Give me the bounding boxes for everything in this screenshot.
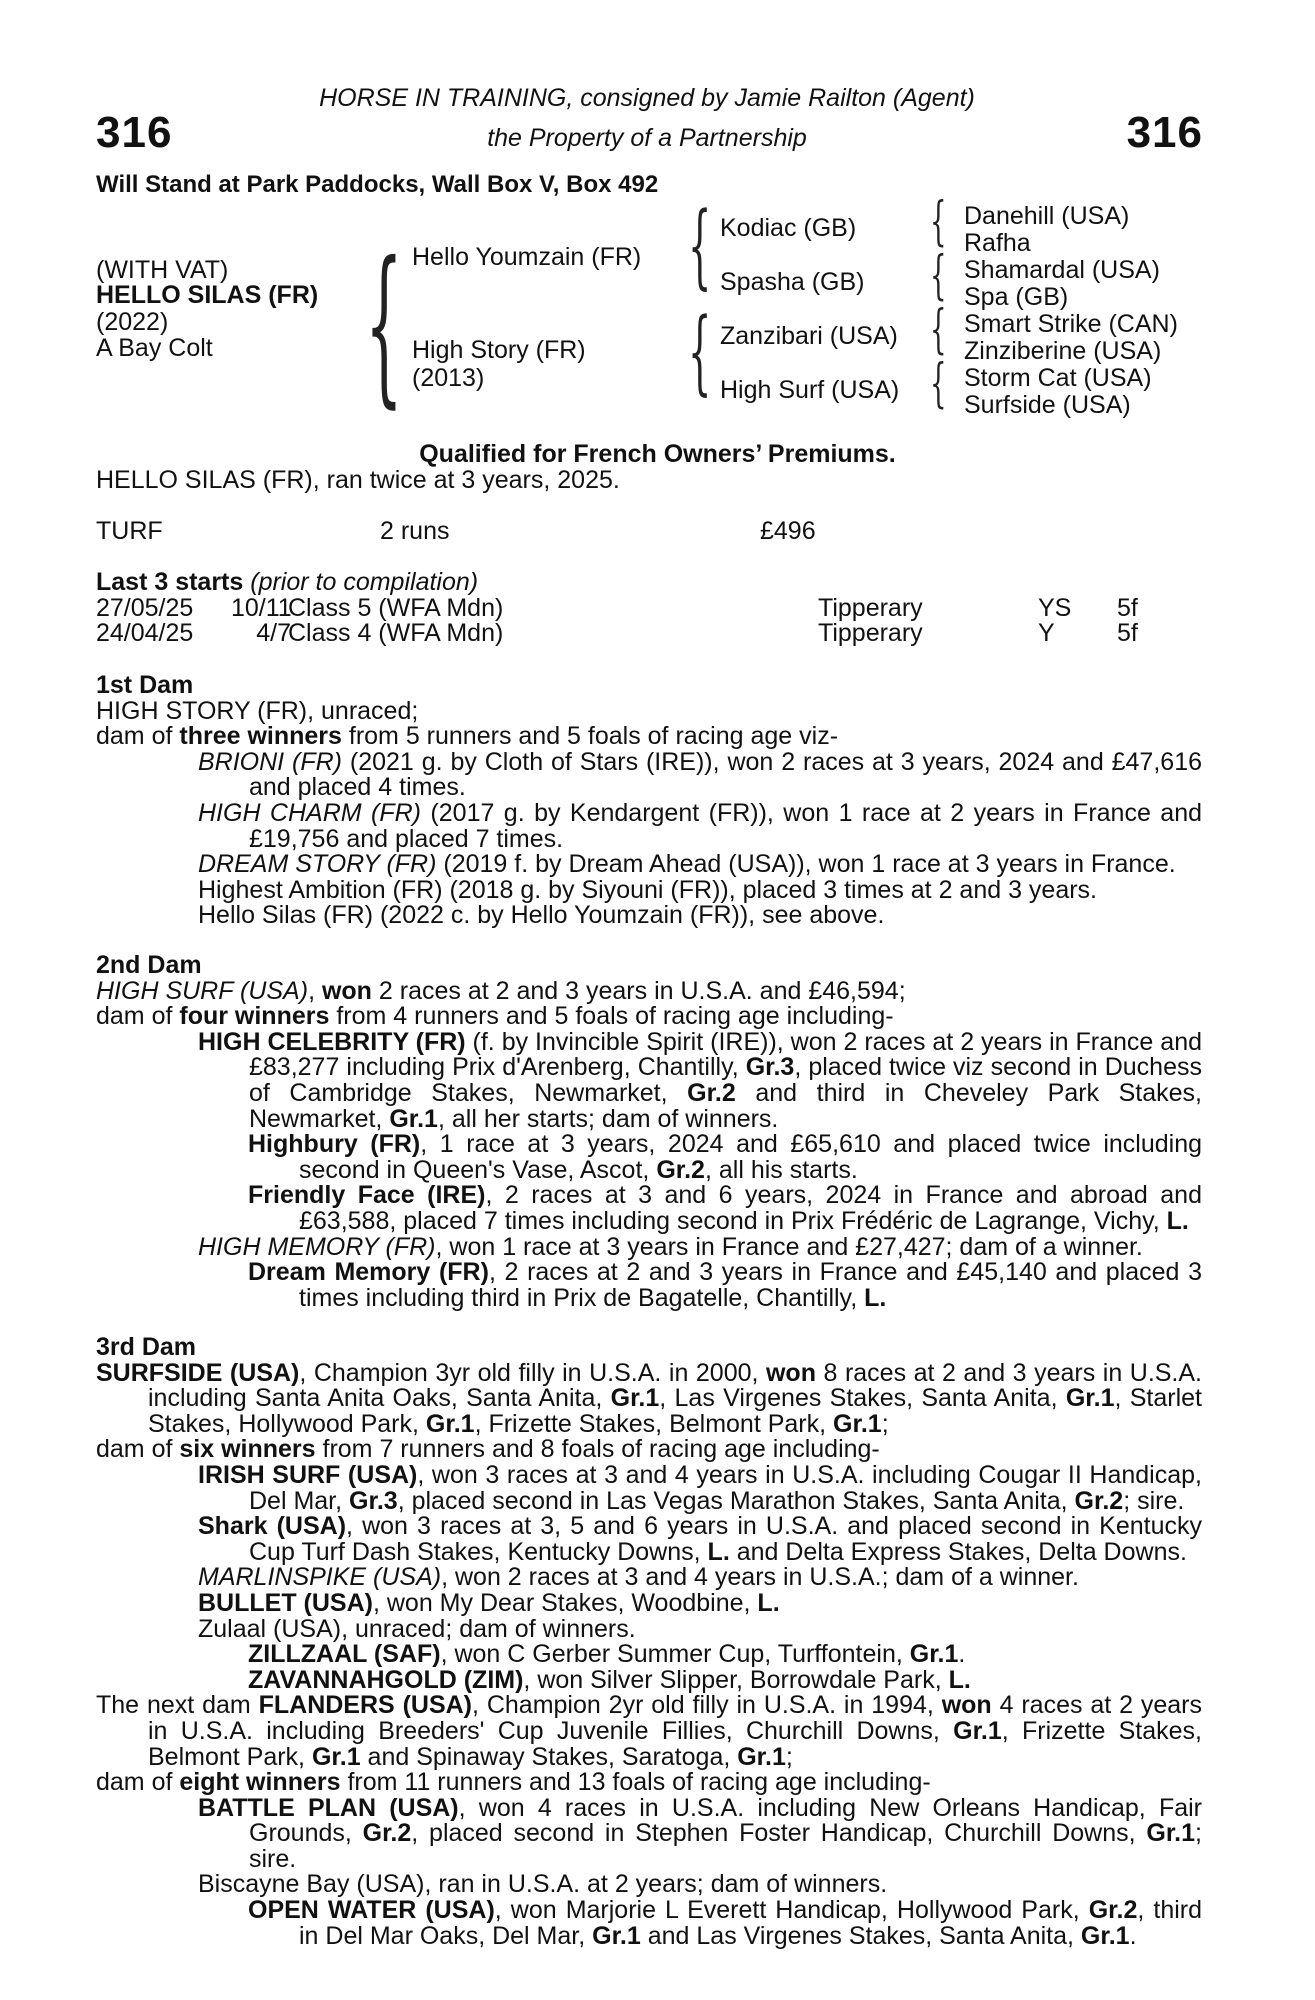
text-run: L. — [1166, 1206, 1189, 1235]
text-run: Gr.1 — [610, 1384, 660, 1413]
text-run: won — [941, 1691, 992, 1720]
text-run: IRISH SURF (USA) — [198, 1460, 418, 1489]
last-starts-title: Last 3 starts — [96, 568, 244, 596]
text-run: , Frizette Stakes, Belmont Park, — [148, 1716, 1203, 1771]
pedigree-dam: High Story (FR) — [412, 336, 586, 364]
grand-progeny-entry — [96, 1588, 1202, 1617]
text-run: dam of — [96, 722, 180, 751]
progeny-entry — [96, 1565, 1202, 1591]
start-race: Class 5 (WFA Mdn) — [288, 594, 504, 622]
start-course: Tipperary — [818, 594, 923, 622]
text-run: , Champion 3yr old filly in U.S.A. in 2000, — [299, 1358, 766, 1387]
text-run: , 1 race at 3 years, 2024 and £65,610 and placed twice including second in Queen's Vase, Ascot, — [299, 1130, 1203, 1184]
third-dam-line — [96, 1358, 1203, 1438]
text-run: Gr.2 — [1088, 1896, 1138, 1925]
grand-progeny-entry — [96, 1132, 1202, 1183]
pedigree-dam-year: (2013) — [412, 364, 485, 392]
pedigree-gen3-3: Shamardal (USA) — [964, 256, 1160, 284]
text-run: Gr.1 — [311, 1742, 361, 1771]
racing-summary: HELLO SILAS (FR), ran twice at 3 years, 2025. — [96, 466, 620, 494]
text-run: and third in Cheveley Park Stakes, Newmarket, — [249, 1078, 1202, 1133]
third-dam-section — [96, 1335, 1202, 1949]
progeny-entry: Biscayne Bay (USA), ran in U.S.A. at 2 years; dam of winners. — [198, 1870, 888, 1899]
first-dam-section — [96, 673, 1202, 929]
text-run: SURFSIDE (USA) — [96, 1358, 300, 1387]
pedigree-sire: Hello Youmzain (FR) — [412, 243, 642, 271]
third-dam-heading: 3rd Dam — [96, 1333, 197, 1361]
third-dam-produce-line — [96, 1437, 1202, 1463]
text-run: L. — [948, 1665, 971, 1694]
text-run: , won Silver Slipper, Borrowdale Park, — [523, 1665, 949, 1694]
text-run: , Starlet Stakes, Hollywood Park, — [148, 1384, 1203, 1438]
text-run: Friendly Face (IRE) — [248, 1181, 486, 1210]
progeny-entry — [96, 798, 1202, 853]
text-run: Gr.1 — [425, 1409, 475, 1438]
progeny-entry — [96, 1027, 1202, 1133]
text-run: from 5 runners and 5 foals of racing age viz- — [341, 722, 839, 751]
pedigree-gen3-5: Smart Strike (CAN) — [964, 310, 1178, 338]
text-run: Gr.1 — [389, 1104, 438, 1133]
second-dam-line — [96, 976, 1202, 1005]
start-going: Y — [1038, 619, 1055, 647]
vat-note: (WITH VAT) — [96, 256, 229, 284]
text-run: Gr.1 — [833, 1409, 882, 1438]
grand-progeny-entry — [96, 1260, 1202, 1311]
start-distance: 5f — [1117, 619, 1138, 647]
text-run: , won 2 races at 3 and 4 years in U.S.A.; dam of a winner. — [441, 1563, 1079, 1592]
text-run: BULLET (USA) — [198, 1588, 373, 1617]
property-line: the Property of a Partnership — [487, 124, 807, 152]
text-run: (2017 g. by Kendargent (FR)), won 1 race at 2 years in France and £19,756 and placed 7 times. — [249, 798, 1202, 853]
text-run: ; — [881, 1409, 889, 1438]
grand-progeny-entry — [96, 1898, 1202, 1949]
last-starts-note: (prior to compilation) — [250, 568, 479, 596]
text-run: and Las Virgenes Stakes, Santa Anita, — [640, 1921, 1081, 1950]
text-run: three winners — [179, 722, 342, 751]
text-run: L. — [864, 1283, 887, 1312]
start-distance: 5f — [1117, 594, 1138, 622]
text-run: Gr.2 — [362, 1819, 412, 1848]
record-runs: 2 runs — [380, 517, 450, 545]
lot-number-left: 316 — [96, 108, 173, 157]
start-going: YS — [1038, 594, 1072, 622]
text-run: , 2 races at 3 and 6 years, 2024 in France and abroad and £63,588, placed 7 times including second in Prix Frédéric de Lagrange, Vichy, — [299, 1181, 1202, 1235]
progeny-entry — [96, 1514, 1202, 1565]
text-run: , Frizette Stakes, Belmont Park, — [474, 1409, 834, 1438]
text-run: , 2 races at 2 and 3 years in France and £45,140 and placed 3 times including third in Prix de Bagatelle, Chantilly, — [299, 1258, 1202, 1312]
horse-description: A Bay Colt — [96, 334, 213, 362]
text-run: , placed second in Las Vegas Marathon Stakes, Santa Anita, — [397, 1486, 1075, 1515]
text-run: four winners — [179, 1002, 330, 1031]
next-dam-line — [96, 1693, 1202, 1770]
text-run: FLANDERS (USA) — [258, 1691, 473, 1720]
consignor-line: HORSE IN TRAINING, consigned by Jamie Railton (Agent) — [319, 84, 975, 112]
text-run: 4 races at 2 years in U.S.A. including Breeders' Cup Juvenile Fillies, Churchill Downs, — [148, 1691, 1202, 1745]
text-run: from 4 runners and 5 foals of racing age including- — [329, 1002, 894, 1031]
record-earnings: £496 — [760, 517, 816, 545]
text-run: HIGH CELEBRITY (FR) — [198, 1027, 466, 1056]
text-run: MARLINSPIKE (USA) — [198, 1563, 442, 1592]
text-run: Gr.1 — [592, 1921, 641, 1950]
pedigree-gen3-1: Danehill (USA) — [964, 202, 1130, 230]
pedigree-sire-sire: Kodiac (GB) — [720, 214, 857, 242]
text-run: Gr.2 — [1074, 1486, 1124, 1515]
start-course: Tipperary — [818, 619, 923, 647]
pedigree-brace-3d: { — [930, 354, 947, 414]
pedigree-gen3-8: Surfside (USA) — [964, 391, 1131, 419]
text-run: , placed twice viz second in Duchess of Cambridge Stakes, Newmarket, — [249, 1053, 1202, 1107]
text-run: (2019 f. by Dream Ahead (USA)), won 1 race at 3 years in France. — [436, 850, 1176, 879]
pedigree-gen3-4: Spa (GB) — [964, 283, 1069, 311]
text-run: , won My Dear Stakes, Woodbine, — [372, 1588, 758, 1617]
text-run: BATTLE PLAN (USA) — [198, 1793, 459, 1822]
text-run: Gr.1 — [1080, 1921, 1130, 1950]
pedigree-brace-1: { — [365, 226, 403, 424]
last-starts-heading — [96, 570, 478, 596]
pedigree-gen3-2: Rafha — [964, 229, 1031, 257]
first-dam-produce-line — [96, 724, 1202, 750]
first-dam-line: HIGH STORY (FR), unraced; — [96, 696, 419, 725]
text-run: dam of — [96, 1768, 180, 1797]
text-run: and Delta Express Stakes, Delta Downs. — [729, 1537, 1187, 1566]
text-run: , won C Gerber Summer Cup, Turffontein, — [440, 1640, 910, 1669]
text-run: , all her starts; dam of winners. — [437, 1104, 779, 1133]
progeny-entry: Highest Ambition (FR) (2018 g. by Siyouni (FR)), placed 3 times at 2 and 3 years. — [198, 875, 1097, 904]
text-run: OPEN WATER (USA) — [248, 1896, 495, 1925]
text-run: , — [308, 976, 322, 1005]
progeny-entry — [96, 1232, 1202, 1261]
text-run: Gr.2 — [656, 1155, 705, 1184]
text-run: . — [958, 1640, 966, 1669]
text-run: , won Marjorie L Everett Handicap, Hollywood Park, — [494, 1896, 1089, 1925]
text-run: (2021 g. by Cloth of Stars (IRE)), won 2 races at 3 years, 2024 and £47,616 and placed 4 times. — [249, 747, 1202, 802]
qualified-note: Qualified for French Owners’ Premiums. — [419, 440, 896, 468]
pedigree-brace-3b: { — [930, 246, 947, 306]
second-dam-produce-line — [96, 1004, 1202, 1030]
text-run: . — [1129, 1921, 1137, 1950]
pedigree-gen3-6: Zinziberine (USA) — [964, 337, 1162, 365]
text-run: Gr.2 — [687, 1078, 736, 1107]
text-run: 2 races at 2 and 3 years in U.S.A. and £46,594; — [371, 976, 906, 1005]
text-run: six winners — [179, 1435, 316, 1464]
pedigree-brace-2a: { — [688, 192, 712, 299]
second-dam-heading: 2nd Dam — [96, 951, 202, 979]
text-run: Gr.3 — [349, 1486, 398, 1515]
text-run: (f. by Invincible Spirit (IRE)), won 2 races at 2 years in France and £83,277 including Prix d'Arenberg, Chantilly, — [249, 1027, 1202, 1082]
text-run: , won 3 races at 3 and 4 years in U.S.A. including Cougar II Handicap, Del Mar, — [249, 1460, 1202, 1515]
text-run: , won 1 race at 3 years in France and £27,427; dam of a winner. — [435, 1232, 1143, 1261]
next-dam-produce-line — [96, 1770, 1202, 1796]
text-run: ; sire. — [1123, 1486, 1185, 1515]
text-run: Gr.1 — [737, 1742, 786, 1771]
text-run: dam of — [96, 1002, 180, 1031]
lot-number-right: 316 — [1126, 108, 1203, 157]
text-run: ; sire. — [249, 1819, 1202, 1873]
text-run: ZAVANNAHGOLD (ZIM) — [248, 1665, 524, 1694]
text-run: The next dam — [96, 1691, 259, 1720]
start-row: 27/05/25 — [96, 594, 194, 622]
text-run: Dream Memory (FR) — [248, 1258, 489, 1287]
pedigree-brace-3a: { — [930, 192, 947, 252]
text-run: Gr.1 — [1146, 1819, 1196, 1848]
start-position: 10/11 — [231, 594, 292, 622]
text-run: from 11 runners and 13 foals of racing age including- — [340, 1768, 931, 1797]
pedigree-brace-2b: { — [688, 298, 712, 405]
progeny-entry — [96, 852, 1202, 878]
pedigree-dam-sire: Zanzibari (USA) — [720, 322, 898, 350]
pedigree-gen3-7: Storm Cat (USA) — [964, 364, 1152, 392]
text-run: Gr.1 — [1065, 1384, 1115, 1413]
grand-progeny-entry — [96, 1665, 1202, 1694]
text-run: , won 3 races at 3, 5 and 6 years in U.S.A. and placed second in Kentucky Cup Turf Dash Stakes, Kentucky Downs, — [249, 1512, 1202, 1566]
horse-year: (2022) — [96, 308, 169, 336]
text-run: HIGH SURF (USA) — [96, 976, 309, 1005]
text-run: Shark (USA) — [198, 1512, 347, 1541]
text-run: Highbury (FR) — [248, 1130, 421, 1159]
grand-progeny-entry — [96, 1642, 1202, 1668]
text-run: L. — [707, 1537, 730, 1566]
second-dam-section — [96, 953, 1202, 1311]
text-run: DREAM STORY (FR) — [198, 850, 437, 879]
start-row: 24/04/25 — [96, 619, 194, 647]
text-run: , all his starts. — [704, 1155, 858, 1184]
text-run: , won 4 races in U.S.A. including New Orleans Handicap, Fair Grounds, — [249, 1793, 1202, 1848]
start-position: 4/7 — [256, 619, 291, 647]
text-run: won — [765, 1358, 816, 1387]
record-surface: TURF — [96, 517, 163, 545]
text-run: from 7 runners and 8 foals of racing age including- — [315, 1435, 880, 1464]
pedigree-brace-3c: { — [930, 300, 947, 360]
text-run: Gr.1 — [909, 1640, 959, 1669]
stable-location: Will Stand at Park Paddocks, Wall Box V, Box 492 — [96, 171, 659, 198]
progeny-entry — [96, 747, 1202, 802]
text-run: Gr.1 — [953, 1716, 1002, 1745]
text-run: , placed second in Stephen Foster Handicap, Churchill Downs, — [411, 1819, 1147, 1848]
text-run: and Spinaway Stakes, Saratoga, — [360, 1742, 738, 1771]
text-run: dam of — [96, 1435, 180, 1464]
text-run: eight winners — [179, 1768, 341, 1797]
text-run: 8 races at 2 and 3 years in U.S.A. including Santa Anita Oaks, Santa Anita, — [148, 1358, 1203, 1413]
text-run: , third in Del Mar Oaks, Del Mar, — [299, 1896, 1203, 1950]
text-run: BRIONI (FR) — [198, 747, 342, 776]
text-run: HIGH MEMORY (FR) — [198, 1232, 436, 1261]
text-run: ; — [785, 1742, 793, 1771]
grand-progeny-entry — [96, 1183, 1202, 1234]
progeny-entry: Hello Silas (FR) (2022 c. by Hello Youmzain (FR)), see above. — [198, 901, 885, 930]
pedigree-sire-dam: Spasha (GB) — [720, 268, 865, 296]
progeny-entry — [96, 1460, 1202, 1515]
text-run: won — [321, 976, 372, 1005]
text-run: HIGH CHARM (FR) — [198, 798, 421, 827]
progeny-entry: Zulaal (USA), unraced; dam of winners. — [198, 1614, 636, 1643]
progeny-entry — [96, 1793, 1202, 1873]
text-run: Gr.3 — [745, 1053, 795, 1082]
text-run: ZILLZAAL (SAF) — [248, 1640, 441, 1669]
start-race: Class 4 (WFA Mdn) — [288, 619, 504, 647]
text-run: L. — [757, 1588, 780, 1617]
pedigree-dam-dam: High Surf (USA) — [720, 376, 900, 404]
first-dam-heading: 1st Dam — [96, 671, 194, 699]
text-run: , Champion 2yr old filly in U.S.A. in 1994, — [472, 1691, 942, 1720]
horse-name: HELLO SILAS (FR) — [96, 281, 319, 309]
text-run: , Las Virgenes Stakes, Santa Anita, — [659, 1384, 1066, 1413]
